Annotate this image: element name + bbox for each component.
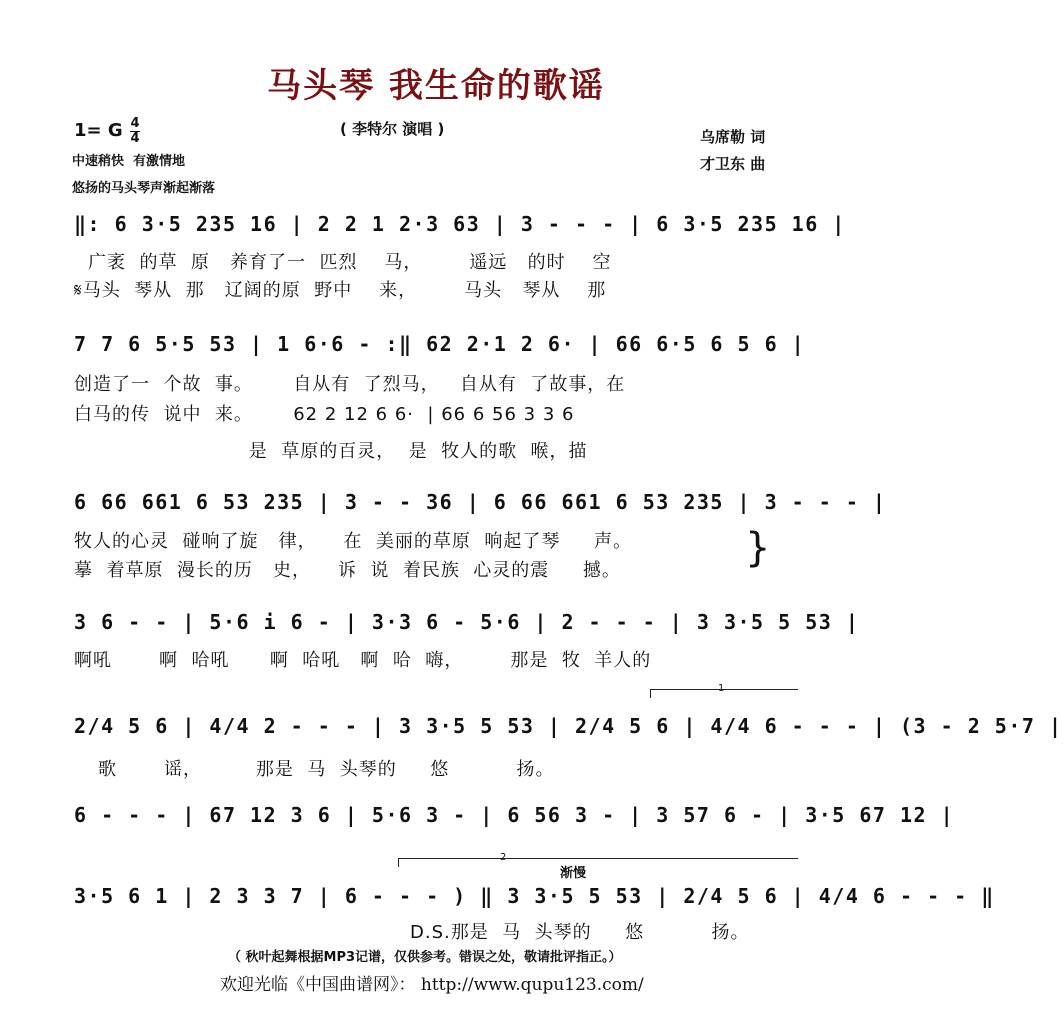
tempo-marking: 中速稍快 有激情地 xyxy=(72,154,186,169)
notation-line-3: 6 66 661 6 53 235 | 3 - - 36 | 6 66 661 6 53 235 | 3 - - - | xyxy=(74,490,887,514)
notation-line-7: 3·5 6 1 | 2 3 3 7 | 6 - - - ) ‖ 3 3·5 5 53 | 2/4 5 6 | 4/4 6 - - - ‖ xyxy=(74,884,995,908)
lyric-line-2a: 创造了一 个故 事。 自从有 了烈马， 自从有 了故事，在 xyxy=(74,374,626,395)
song-title: 马头琴 我生命的歌谣 xyxy=(267,66,605,106)
volta-2-label: 2 xyxy=(500,852,507,863)
notation-line-5: 2/4 5 6 | 4/4 2 - - - | 3 3·5 5 53 | 2/4 5 6 | 4/4 6 - - - | (3 - 2 5·7 | xyxy=(74,714,1063,738)
time-signature-top: 4 xyxy=(130,116,140,131)
volta-1-label: 1 xyxy=(718,683,725,694)
lyric-line-2c: 是 草原的百灵， 是 牧人的歌 喉，描 xyxy=(74,441,588,462)
ritardando-marking: 渐慢 xyxy=(560,866,587,881)
time-signature-bottom: 4 xyxy=(130,131,140,146)
lyric-line-3b: 摹 着草原 漫长的历 史， 诉 说 着民族 心灵的震 撼。 xyxy=(74,560,621,581)
lyricist-credit: 乌席勒 词 xyxy=(700,128,766,146)
verse-brace: } xyxy=(745,525,771,571)
lyric-line-4: 啊吼 啊 哈吼 啊 哈吼 啊 哈 嗨， 那是 牧 羊人的 xyxy=(74,650,652,671)
composer-credit: 才卫东 曲 xyxy=(700,155,766,173)
notation-line-1: ‖: 6 3·5 235 16 | 2 2 1 2·3 63 | 3 - - - | 6 3·5 235 16 | xyxy=(74,212,846,236)
key-signature: 1= G xyxy=(74,120,123,141)
lyric-line-2b: 白马的传 说中 来。 62 2 12 6 6· | 66 6 56 3 3 6 xyxy=(74,404,575,425)
notation-line-2: 7 7 6 5·5 53 | 1 6·6 - :‖ 62 2·1 2 6· | 66 6·5 6 5 6 | xyxy=(74,332,806,356)
lyric-line-7: D.S.那是 马 头琴的 悠 扬。 xyxy=(410,922,750,943)
transcription-note: （ 秋叶起舞根据MP3记谱，仅供参考。错误之处，敬请批评指正。） xyxy=(228,950,622,965)
lyric-line-3a: 牧人的心灵 碰响了旋 律， 在 美丽的草原 响起了琴 声。 xyxy=(74,531,632,552)
intro-instruction: 悠扬的马头琴声渐起渐落 xyxy=(72,181,216,196)
lyric-line-1b: 𝄋马头 琴从 那 辽阔的原 野中 来， 马头 琴从 那 xyxy=(74,280,607,301)
website-footer[interactable]: 欢迎光临《中国曲谱网》： http://www.qupu123.com/ xyxy=(220,975,644,995)
volta-2-bracket xyxy=(398,858,798,859)
notation-line-6: 6 - - - | 67 12 3 6 | 5·6 3 - | 6 56 3 - | 3 57 6 - | 3·5 67 12 | xyxy=(74,803,955,827)
lyric-line-1a: 广袤 的草 原 养育了一 匹烈 马， 遥远 的时 空 xyxy=(88,252,612,273)
time-signature xyxy=(130,117,140,146)
performer-subtitle: ( 李特尔 演唱 ) xyxy=(340,120,445,138)
lyric-line-5: 歌 谣， 那是 马 头琴的 悠 扬。 xyxy=(98,759,555,780)
notation-line-4: 3 6 - - | 5·6 i 6 - | 3·3 6 - 5·6 | 2 - - - | 3 3·5 5 53 | xyxy=(74,610,860,634)
